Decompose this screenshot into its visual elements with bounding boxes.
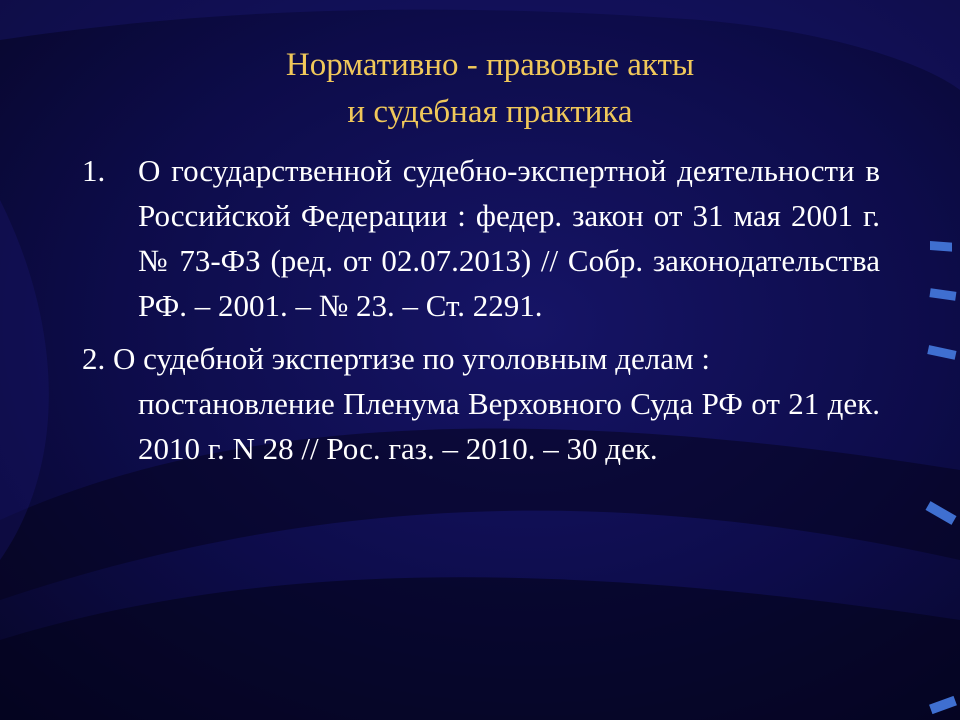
accent-mark-3 (927, 345, 956, 360)
reference-list (82, 148, 880, 471)
reference-number: 1. (82, 153, 106, 188)
reference-number: 2. (82, 341, 106, 376)
reference-text: О государственной судебно-экспертной деятельности в Российской Федерации : федер. закон от 31 мая 2001 г. № 73-ФЗ (ред. от 02.07.2013) // Собр. законодательства РФ. – 2001. – № 23. – Ст. 2291. (138, 153, 880, 323)
reference-item-2 (82, 336, 880, 471)
slide-title-line-2: и судебная практика (347, 94, 633, 130)
reference-item-1 (82, 148, 880, 328)
slide-title-line-1: Нормативно - правовые акты (285, 47, 695, 83)
accent-mark-2 (929, 288, 956, 301)
accent-mark-1 (930, 241, 952, 252)
reference-first-line (82, 336, 880, 381)
swoosh-lower (0, 577, 960, 720)
slide-title (120, 42, 860, 136)
reference-text-rest: постановление Пленума Верховного Суда РФ от 21 дек. 2010 г. N 28 // Рос. газ. – 2010. – 30 дек. (138, 386, 880, 466)
reference-text-first: О судебной экспертизе по уголовным делам : (113, 341, 710, 376)
